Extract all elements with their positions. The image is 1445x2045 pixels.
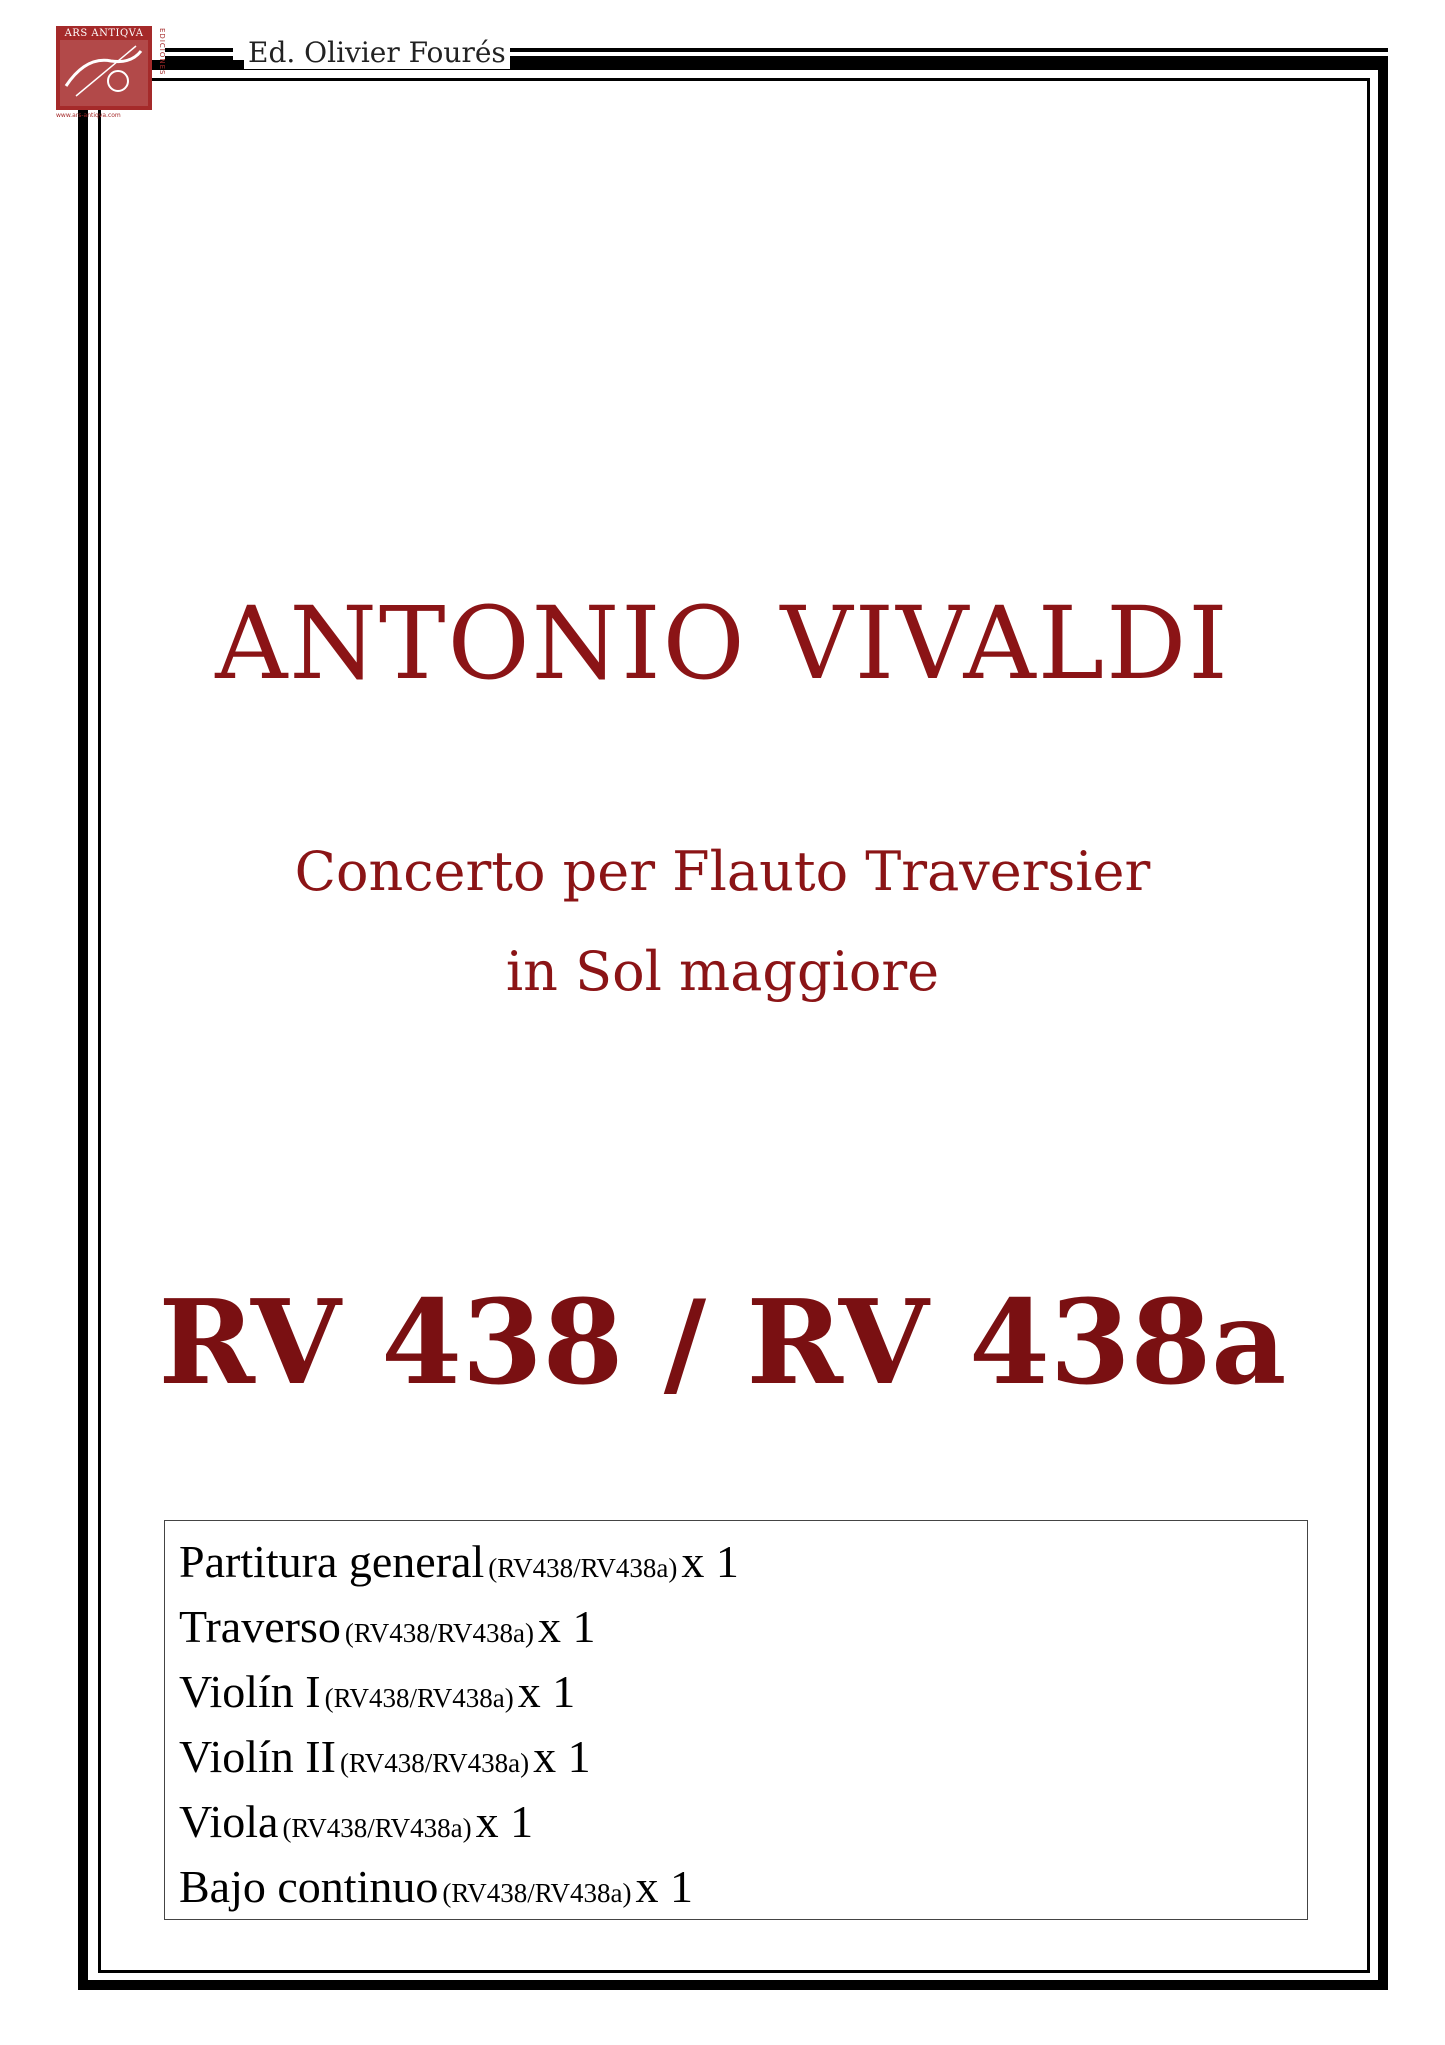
work-title-line2: in Sol maggiore — [505, 940, 940, 1003]
logo-url: www.ars-antiqva.com — [56, 112, 121, 119]
part-quantity: x 1 — [475, 1796, 534, 1847]
composer-name: ANTONIO VIVALDI — [215, 585, 1230, 702]
catalog-number: RV 438 / RV 438a — [158, 1275, 1287, 1411]
part-catalog: (RV438/RV438a) — [488, 1553, 678, 1583]
part-name: Bajo continuo — [179, 1861, 439, 1912]
part-name: Partitura general — [179, 1536, 485, 1587]
part-quantity: x 1 — [533, 1731, 591, 1782]
part-name: Viola — [179, 1796, 279, 1847]
editor-credit: Ed. Olivier Fourés — [244, 36, 510, 69]
part-item — [179, 1854, 1293, 1919]
part-item — [179, 1594, 1293, 1659]
part-name: Violín I — [179, 1666, 321, 1717]
work-title-line1: Concerto per Flauto Traversier — [294, 840, 1151, 903]
parts-list — [164, 1520, 1308, 1920]
part-item — [179, 1659, 1293, 1724]
logo-top-text: ARS ANTIQVA — [64, 28, 144, 39]
publisher-logo — [56, 26, 166, 118]
part-name: Violín II — [179, 1731, 336, 1782]
part-item — [179, 1789, 1293, 1854]
logo-side-text: EDICIONES — [158, 28, 166, 76]
part-item — [179, 1529, 1293, 1594]
part-catalog: (RV438/RV438a) — [324, 1683, 514, 1713]
part-quantity: x 1 — [635, 1861, 694, 1912]
part-catalog: (RV438/RV438a) — [442, 1878, 632, 1908]
part-catalog: (RV438/RV438a) — [339, 1748, 530, 1778]
logo-emblem — [56, 26, 152, 110]
part-quantity: x 1 — [681, 1536, 739, 1587]
part-name: Traverso — [179, 1601, 341, 1652]
part-quantity: x 1 — [517, 1666, 576, 1717]
header-rule-left — [165, 48, 233, 60]
part-quantity: x 1 — [538, 1601, 596, 1652]
part-catalog: (RV438/RV438a) — [282, 1813, 472, 1843]
part-catalog: (RV438/RV438a) — [344, 1618, 535, 1648]
part-item — [179, 1724, 1293, 1789]
header-rule-right — [498, 48, 1388, 60]
